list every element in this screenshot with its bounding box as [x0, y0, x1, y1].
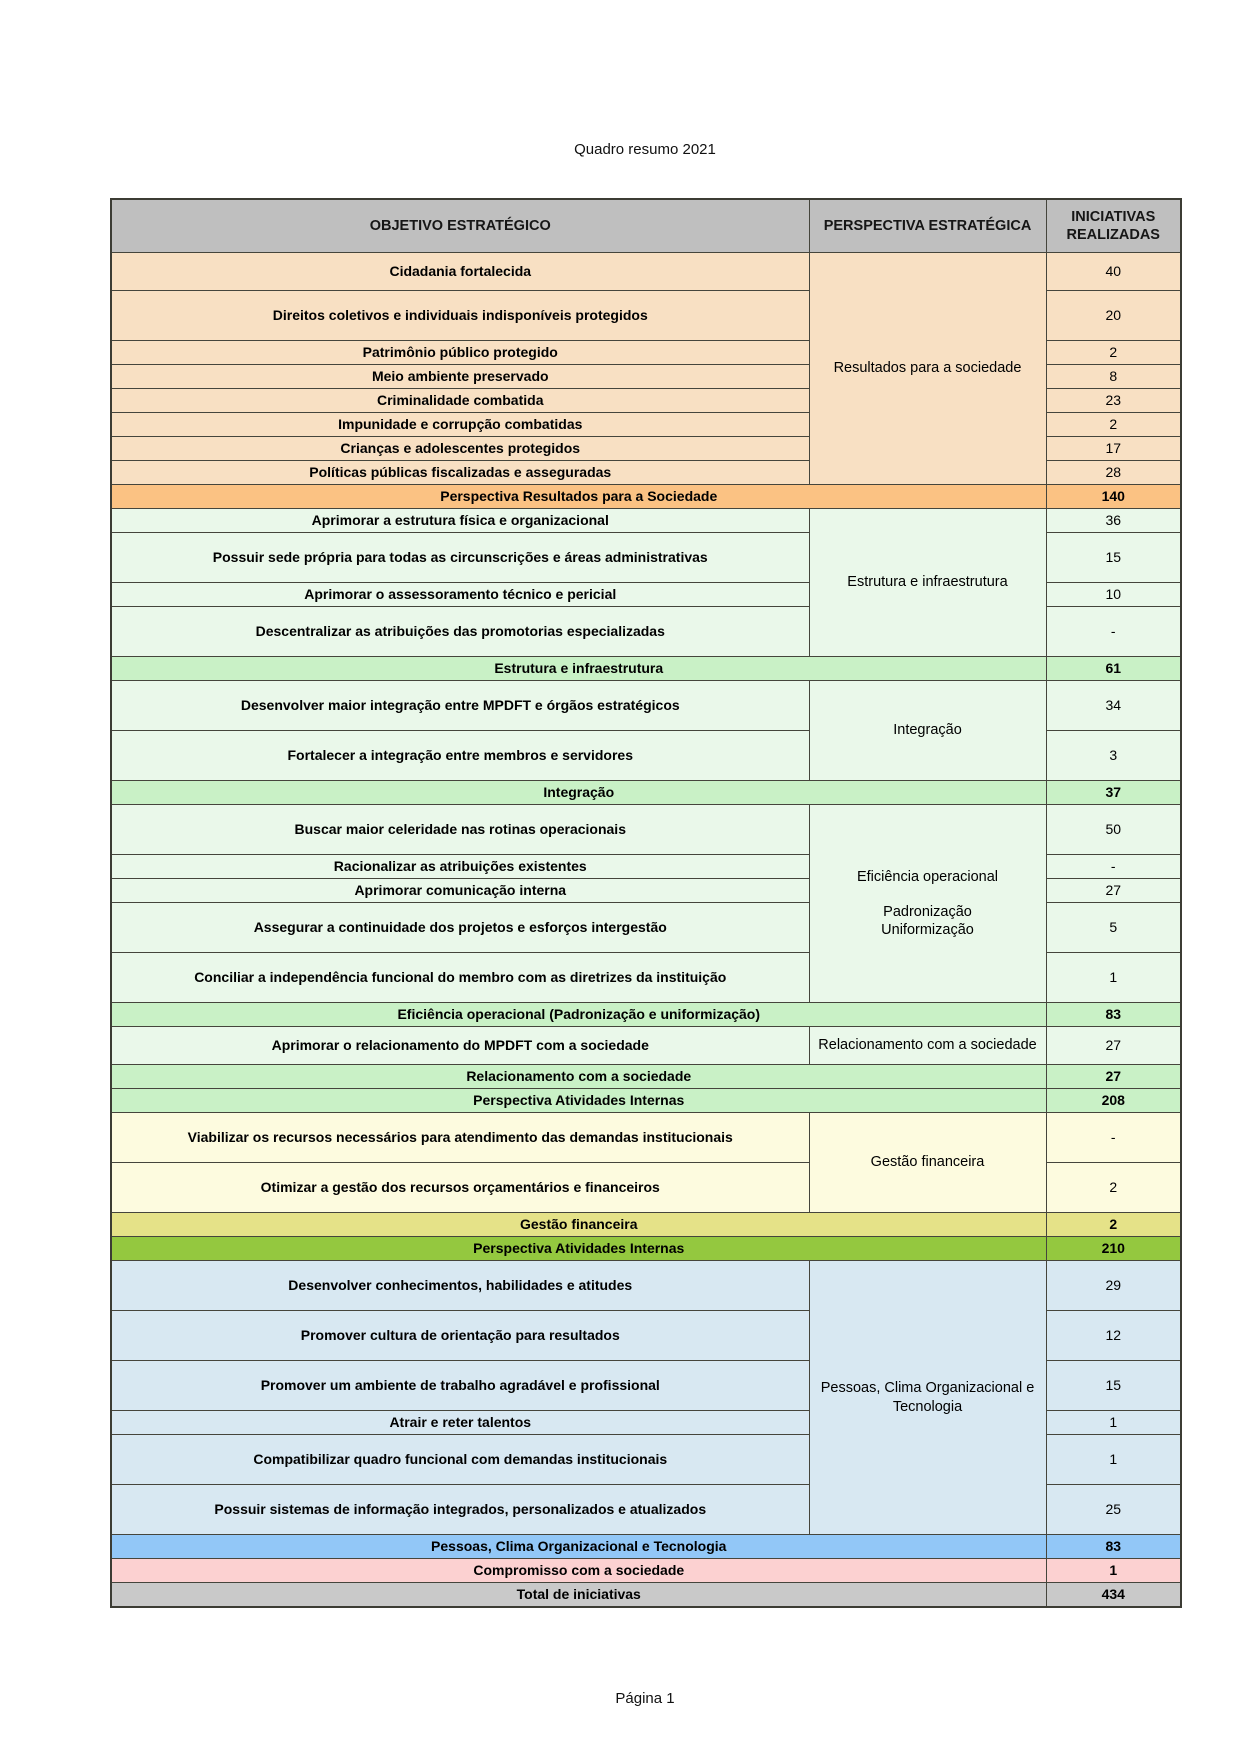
subtotal-row-label: Perspectiva Atividades Internas: [111, 1089, 1046, 1113]
header-objetivo: OBJETIVO ESTRATÉGICO: [111, 199, 809, 253]
subtotal-row-value: 210: [1046, 1237, 1181, 1261]
subtotal-row-label: Compromisso com a sociedade: [111, 1559, 1046, 1583]
objective-cell: Direitos coletivos e individuais indisponíveis protegidos: [111, 291, 809, 341]
objective-cell: Possuir sede própria para todas as circunscrições e áreas administrativas: [111, 533, 809, 583]
perspective-cell: Estrutura e infraestrutura: [809, 509, 1046, 657]
objective-cell: Assegurar a continuidade dos projetos e esforços intergestão: [111, 903, 809, 953]
subtotal-row-value: 1: [1046, 1559, 1181, 1583]
objective-cell: Promover um ambiente de trabalho agradável e profissional: [111, 1361, 809, 1411]
objective-row: [111, 1261, 1181, 1311]
subtotal-row: [111, 1535, 1181, 1559]
subtotal-row-value: 140: [1046, 485, 1181, 509]
total-row-value: 434: [1046, 1583, 1181, 1607]
subtotal-row-label: Eficiência operacional (Padronização e uniformização): [111, 1003, 1046, 1027]
header-perspectiva: PERSPECTIVA ESTRATÉGICA: [809, 199, 1046, 253]
perspective-cell: Pessoas, Clima Organizacional e Tecnologia: [809, 1261, 1046, 1535]
value-cell: 36: [1046, 509, 1181, 533]
subtotal-row-value: 2: [1046, 1213, 1181, 1237]
subtotal-row: [111, 1089, 1181, 1113]
subtotal-row-label: Gestão financeira: [111, 1213, 1046, 1237]
objective-cell: Impunidade e corrupção combatidas: [111, 413, 809, 437]
subtotal-row-value: 208: [1046, 1089, 1181, 1113]
value-cell: 8: [1046, 365, 1181, 389]
objective-cell: Meio ambiente preservado: [111, 365, 809, 389]
value-cell: 29: [1046, 1261, 1181, 1311]
objective-cell: Crianças e adolescentes protegidos: [111, 437, 809, 461]
objective-cell: Políticas públicas fiscalizadas e asseguradas: [111, 461, 809, 485]
perspective-cell: Gestão financeira: [809, 1113, 1046, 1213]
header-iniciativas: INICIATIVAS REALIZADAS: [1046, 199, 1181, 253]
document-title: Quadro resumo 2021: [574, 141, 716, 158]
subtotal-row: [111, 1237, 1181, 1261]
summary-table: [110, 198, 1182, 1608]
value-cell: 2: [1046, 413, 1181, 437]
perspective-cell: Relacionamento com a sociedade: [809, 1027, 1046, 1065]
subtotal-row-value: 83: [1046, 1535, 1181, 1559]
value-cell: 25: [1046, 1485, 1181, 1535]
value-cell: -: [1046, 855, 1181, 879]
subtotal-row: [111, 781, 1181, 805]
value-cell: 2: [1046, 341, 1181, 365]
subtotal-row: [111, 1003, 1181, 1027]
subtotal-row-label: Perspectiva Resultados para a Sociedade: [111, 485, 1046, 509]
total-row-label: Total de iniciativas: [111, 1583, 1046, 1607]
objective-cell: Possuir sistemas de informação integrados, personalizados e atualizados: [111, 1485, 809, 1535]
subtotal-row-label: Pessoas, Clima Organizacional e Tecnologia: [111, 1535, 1046, 1559]
subtotal-row-value: 37: [1046, 781, 1181, 805]
value-cell: 1: [1046, 1435, 1181, 1485]
perspective-cell: Integração: [809, 681, 1046, 781]
value-cell: 12: [1046, 1311, 1181, 1361]
value-cell: 27: [1046, 879, 1181, 903]
value-cell: 34: [1046, 681, 1181, 731]
subtotal-row: [111, 1213, 1181, 1237]
value-cell: 15: [1046, 1361, 1181, 1411]
subtotal-row-label: Integração: [111, 781, 1046, 805]
header-row: [111, 199, 1181, 253]
subtotal-row-value: 27: [1046, 1065, 1181, 1089]
total-row: [111, 1583, 1181, 1607]
subtotal-row: [111, 485, 1181, 509]
value-cell: 28: [1046, 461, 1181, 485]
objective-cell: Cidadania fortalecida: [111, 253, 809, 291]
value-cell: 27: [1046, 1027, 1181, 1065]
value-cell: 23: [1046, 389, 1181, 413]
subtotal-row-value: 83: [1046, 1003, 1181, 1027]
objective-cell: Aprimorar o relacionamento do MPDFT com a sociedade: [111, 1027, 809, 1065]
objective-cell: Aprimorar a estrutura física e organizacional: [111, 509, 809, 533]
objective-cell: Desenvolver maior integração entre MPDFT e órgãos estratégicos: [111, 681, 809, 731]
objective-cell: Descentralizar as atribuições das promotorias especializadas: [111, 607, 809, 657]
objective-cell: Racionalizar as atribuições existentes: [111, 855, 809, 879]
subtotal-row: [111, 1559, 1181, 1583]
value-cell: 3: [1046, 731, 1181, 781]
objective-cell: Fortalecer a integração entre membros e servidores: [111, 731, 809, 781]
objective-cell: Promover cultura de orientação para resultados: [111, 1311, 809, 1361]
value-cell: 1: [1046, 1411, 1181, 1435]
objective-cell: Desenvolver conhecimentos, habilidades e atitudes: [111, 1261, 809, 1311]
objective-cell: Aprimorar comunicação interna: [111, 879, 809, 903]
value-cell: 17: [1046, 437, 1181, 461]
objective-cell: Buscar maior celeridade nas rotinas operacionais: [111, 805, 809, 855]
subtotal-row: [111, 657, 1181, 681]
value-cell: 1: [1046, 953, 1181, 1003]
value-cell: 40: [1046, 253, 1181, 291]
value-cell: -: [1046, 1113, 1181, 1163]
objective-cell: Aprimorar o assessoramento técnico e pericial: [111, 583, 809, 607]
value-cell: 20: [1046, 291, 1181, 341]
subtotal-row-label: Estrutura e infraestrutura: [111, 657, 1046, 681]
perspective-cell: Eficiência operacional Padronização Uniformização: [809, 805, 1046, 1003]
objective-row: [111, 1113, 1181, 1163]
perspective-cell: Resultados para a sociedade: [809, 253, 1046, 485]
value-cell: 50: [1046, 805, 1181, 855]
value-cell: -: [1046, 607, 1181, 657]
objective-cell: Criminalidade combatida: [111, 389, 809, 413]
value-cell: 5: [1046, 903, 1181, 953]
objective-cell: Viabilizar os recursos necessários para atendimento das demandas institucionais: [111, 1113, 809, 1163]
subtotal-row-value: 61: [1046, 657, 1181, 681]
objective-row: [111, 509, 1181, 533]
objective-cell: Atrair e reter talentos: [111, 1411, 809, 1435]
subtotal-row-label: Perspectiva Atividades Internas: [111, 1237, 1046, 1261]
value-cell: 15: [1046, 533, 1181, 583]
objective-cell: Conciliar a independência funcional do membro com as diretrizes da instituição: [111, 953, 809, 1003]
objective-cell: Compatibilizar quadro funcional com demandas institucionais: [111, 1435, 809, 1485]
objective-row: [111, 253, 1181, 291]
value-cell: 2: [1046, 1163, 1181, 1213]
objective-row: [111, 1027, 1181, 1065]
subtotal-row-label: Relacionamento com a sociedade: [111, 1065, 1046, 1089]
objective-cell: Otimizar a gestão dos recursos orçamentários e financeiros: [111, 1163, 809, 1213]
value-cell: 10: [1046, 583, 1181, 607]
objective-cell: Patrimônio público protegido: [111, 341, 809, 365]
objective-row: [111, 681, 1181, 731]
subtotal-row: [111, 1065, 1181, 1089]
page-number: Página 1: [615, 1690, 675, 1707]
objective-row: [111, 805, 1181, 855]
